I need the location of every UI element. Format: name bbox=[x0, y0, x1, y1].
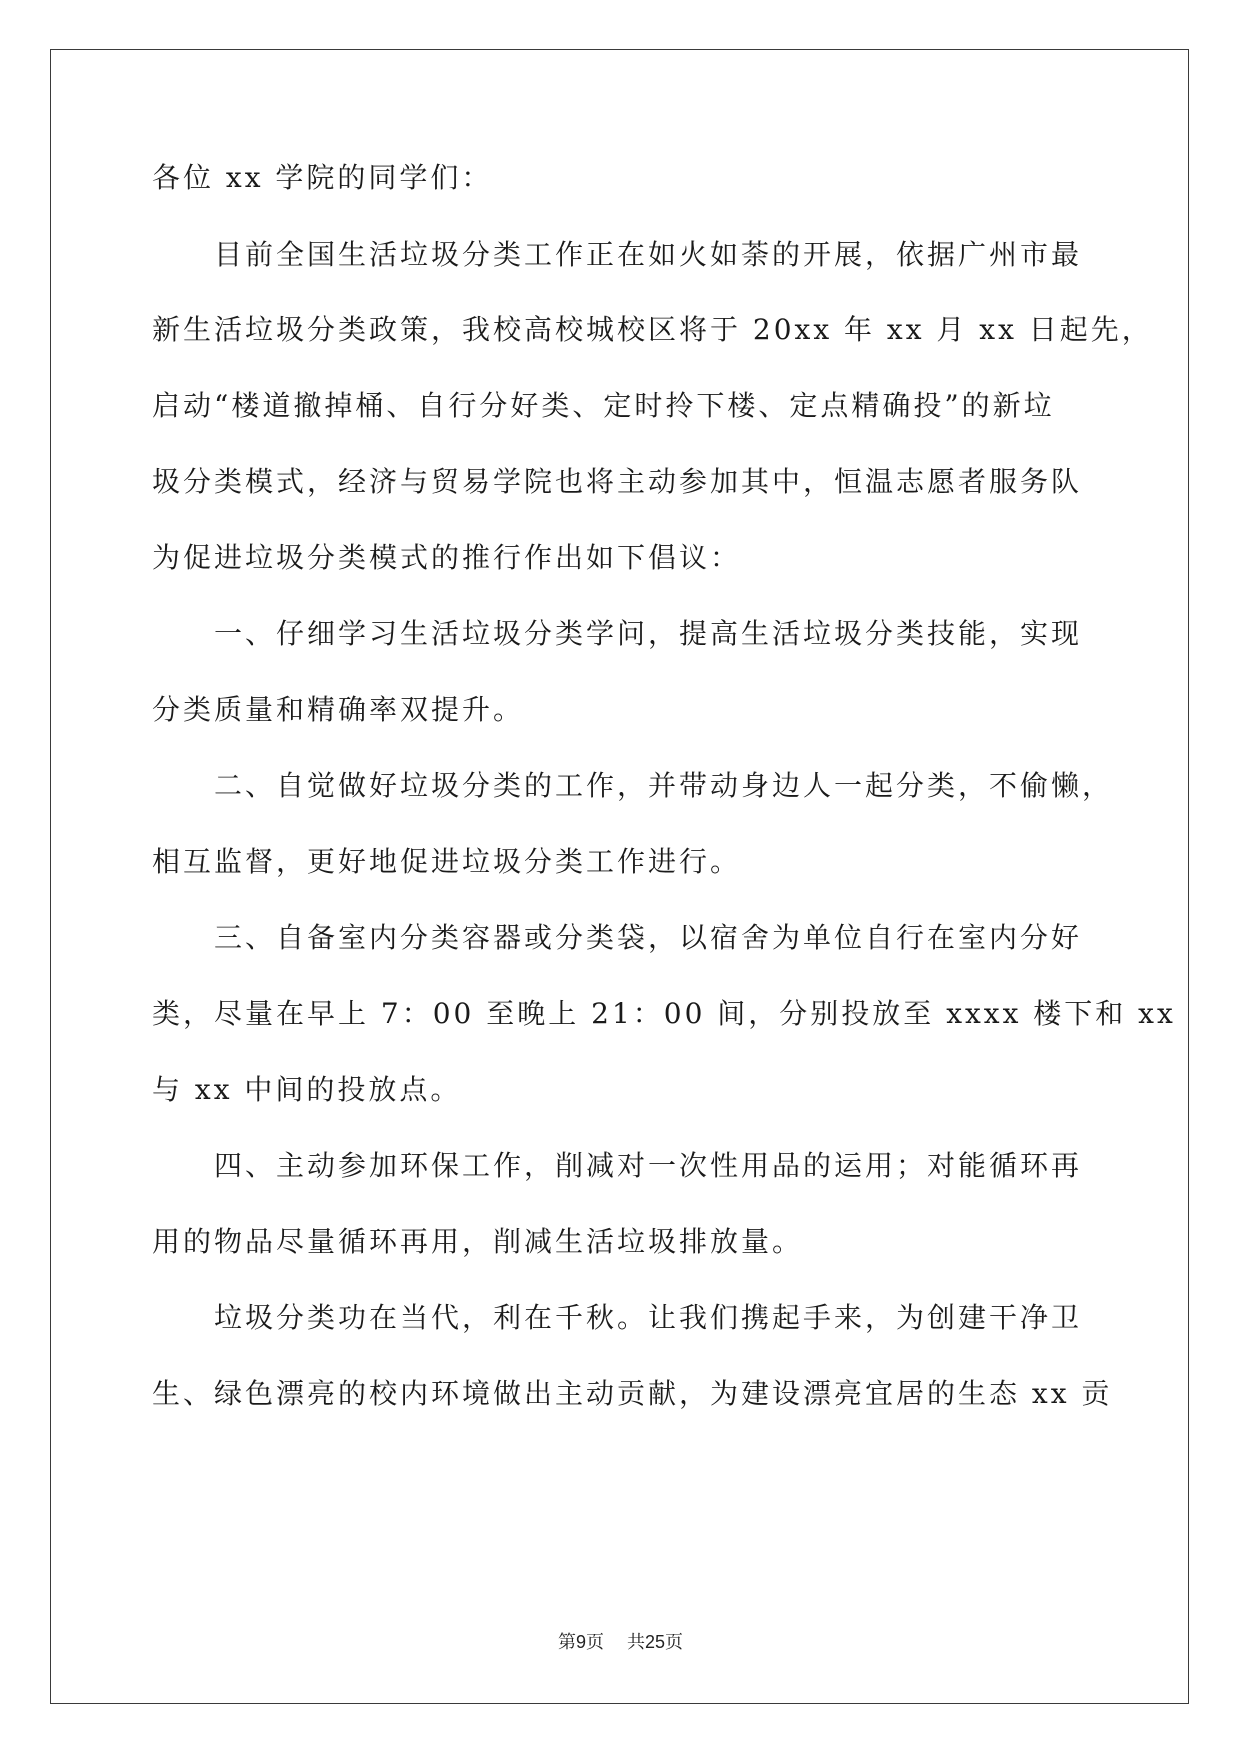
closing-line-2: 生、绿色漂亮的校内环境做出主动贡献，为建设漂亮宜居的生态 xx 贡 bbox=[152, 1377, 1113, 1410]
paragraph-1-line-5: 为促进垃圾分类模式的推行作出如下倡议： bbox=[152, 541, 742, 574]
item-4-line-1: 四、主动参加环保工作，削减对一次性用品的运用；对能循环再 bbox=[214, 1149, 1083, 1182]
closing-line-1: 垃圾分类功在当代，利在千秋。让我们携起手来，为创建干净卫 bbox=[214, 1301, 1083, 1334]
item-3-line-1: 三、自备室内分类容器或分类袋，以宿舍为单位自行在室内分好 bbox=[214, 921, 1083, 954]
item-1-line-1: 一、仔细学习生活垃圾分类学问，提高生活垃圾分类技能，实现 bbox=[214, 617, 1083, 650]
page-suffix: 页 bbox=[586, 1632, 605, 1653]
page-prefix: 第 bbox=[558, 1632, 577, 1653]
paragraph-1-line-4: 圾分类模式，经济与贸易学院也将主动参加其中，恒温志愿者服务队 bbox=[152, 465, 1083, 498]
paragraph-1-line-1: 目前全国生活垃圾分类工作正在如火如荼的开展，依据广州市最 bbox=[214, 238, 1083, 271]
total-pages: 25 bbox=[644, 1632, 665, 1652]
paragraph-1-line-3: 启动“楼道撤掉桶、自行分好类、定时拎下楼、定点精确投”的新垃 bbox=[152, 389, 1055, 422]
item-1-line-2: 分类质量和精确率双提升。 bbox=[152, 693, 525, 726]
page-footer bbox=[0, 1633, 1241, 1652]
item-2-line-2: 相互监督，更好地促进垃圾分类工作进行。 bbox=[152, 845, 742, 878]
item-3-line-2: 类，尽量在早上 7：00 至晚上 21：00 间，分别投放至 xxxx 楼下和 xx bbox=[152, 997, 1176, 1030]
item-3-line-3: 与 xx 中间的投放点。 bbox=[152, 1073, 462, 1106]
paragraph-1-line-2: 新生活垃圾分类政策，我校高校城校区将于 20xx 年 xx 月 xx 日起先， bbox=[152, 313, 1153, 346]
salutation-line: 各位 xx 学院的同学们： bbox=[152, 161, 493, 194]
total-suffix: 页 bbox=[664, 1632, 683, 1653]
item-4-line-2: 用的物品尽量循环再用，削减生活垃圾排放量。 bbox=[152, 1225, 804, 1258]
total-prefix: 共 bbox=[626, 1632, 645, 1653]
item-2-line-1: 二、自觉做好垃圾分类的工作，并带动身边人一起分类，不偷懒， bbox=[214, 769, 1114, 802]
page-number: 9 bbox=[576, 1632, 587, 1652]
